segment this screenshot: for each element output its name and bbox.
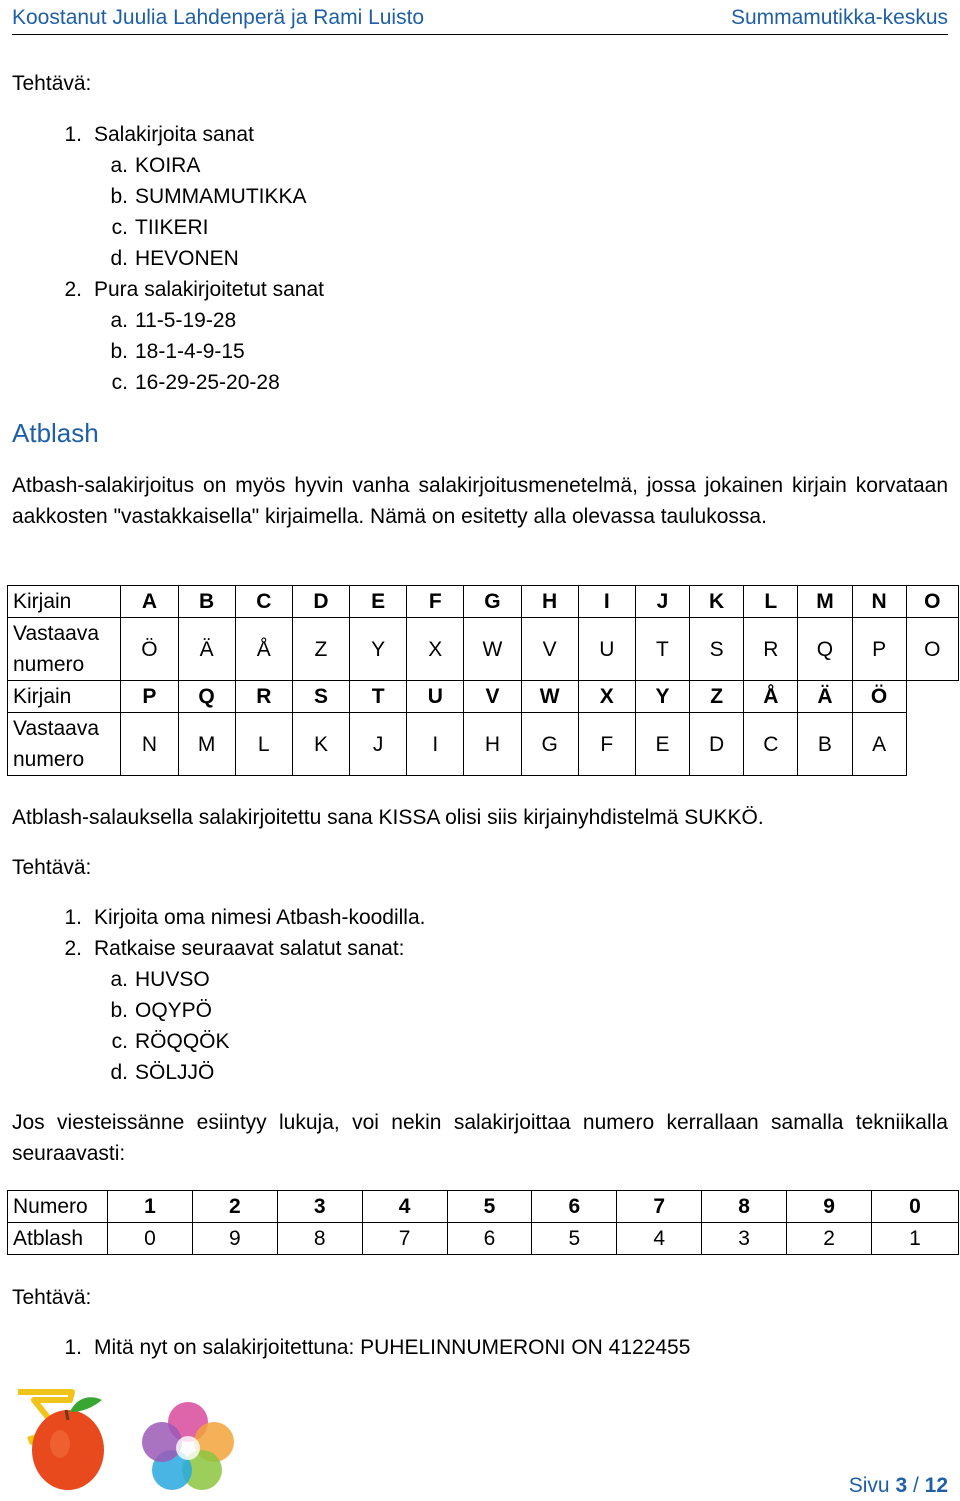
summamutikka-apple-logo <box>10 1386 110 1494</box>
task3-heading: Tehtävä: <box>12 1286 92 1309</box>
flower-logo <box>138 1398 238 1494</box>
atblash-number-table <box>7 1190 959 1255</box>
list-item: b. 18-1-4-9-15 <box>110 340 245 363</box>
list-item: 1. Mitä nyt on salakirjoitettuna: PUHELINNUMERONI ON 4122455 <box>64 1336 691 1359</box>
atblash-example: Atblash-salauksella salakirjoitettu sana KISSA olisi siis kirjainyhdistelmä SUKKÖ. <box>12 806 764 829</box>
table-row: Vastaava numero N M L K J I H G F E D C B A <box>8 713 959 776</box>
list-item: d. HEVONEN <box>110 247 239 270</box>
list-item: a. HUVSO <box>110 968 210 991</box>
list-item: 1. Kirjoita oma nimesi Atbash-koodilla. <box>64 906 426 929</box>
list-item: a. 11-5-19-28 <box>110 309 237 332</box>
table-row: Numero 1 2 3 4 5 6 7 8 9 0 <box>8 1191 959 1223</box>
list-item: b. OQYPÖ <box>110 999 213 1022</box>
atblash-intro: Atbash-salakirjoitus on myös hyvin vanha salakirjoitusmenetelmä, jossa jokainen kirjain korvataan aakkosten "vastakkaisella" kirjaimella. Nämä on esitetty alla olevassa taulukossa. <box>12 474 948 528</box>
header-authors: Koostanut Juulia Lahdenperä ja Rami Luisto <box>12 6 425 29</box>
task3-list <box>12 1332 912 1363</box>
list-item: c. 16-29-25-20-28 <box>111 371 280 394</box>
list-item: b. SUMMAMUTIKKA <box>110 185 307 208</box>
header-organization: Summamutikka-keskus <box>730 6 948 29</box>
page-number: Sivu 3 / 12 <box>848 1474 948 1497</box>
table-row: Vastaava numero Ö Ä Å Z Y X W V U T S R Q P O <box>8 618 959 681</box>
table-row: Kirjain A B C D E F G H I J K L M N O <box>8 586 959 618</box>
list-item: 1. Salakirjoita sanat <box>64 123 254 146</box>
list-item: c. RÖQQÖK <box>111 1030 230 1053</box>
list-item: d. SÖLJJÖ <box>110 1061 215 1084</box>
section-title: Atblash <box>12 418 99 448</box>
table-row: Kirjain P Q R S T U V W X Y Z Å Ä Ö <box>8 681 959 713</box>
atblash-letter-table <box>7 585 959 776</box>
numbers-intro: Jos viesteissänne esiintyy lukuja, voi nekin salakirjoittaa numero kerrallaan samalla tekniikalla seuraavasti: <box>12 1111 948 1165</box>
task2-heading: Tehtävä: <box>12 856 92 879</box>
task1-heading: Tehtävä: <box>12 72 92 95</box>
list-item: 2. Ratkaise seuraavat salatut sanat: <box>64 937 405 960</box>
task1-list <box>12 119 912 398</box>
list-item: a. KOIRA <box>110 154 201 177</box>
list-item: 2. Pura salakirjoitetut sanat <box>64 278 324 301</box>
list-item: c. TIIKERI <box>111 216 209 239</box>
table-row: Atblash 0 9 8 7 6 5 4 3 2 1 <box>8 1223 959 1255</box>
page-header <box>12 0 948 35</box>
task2-list <box>12 902 912 1088</box>
